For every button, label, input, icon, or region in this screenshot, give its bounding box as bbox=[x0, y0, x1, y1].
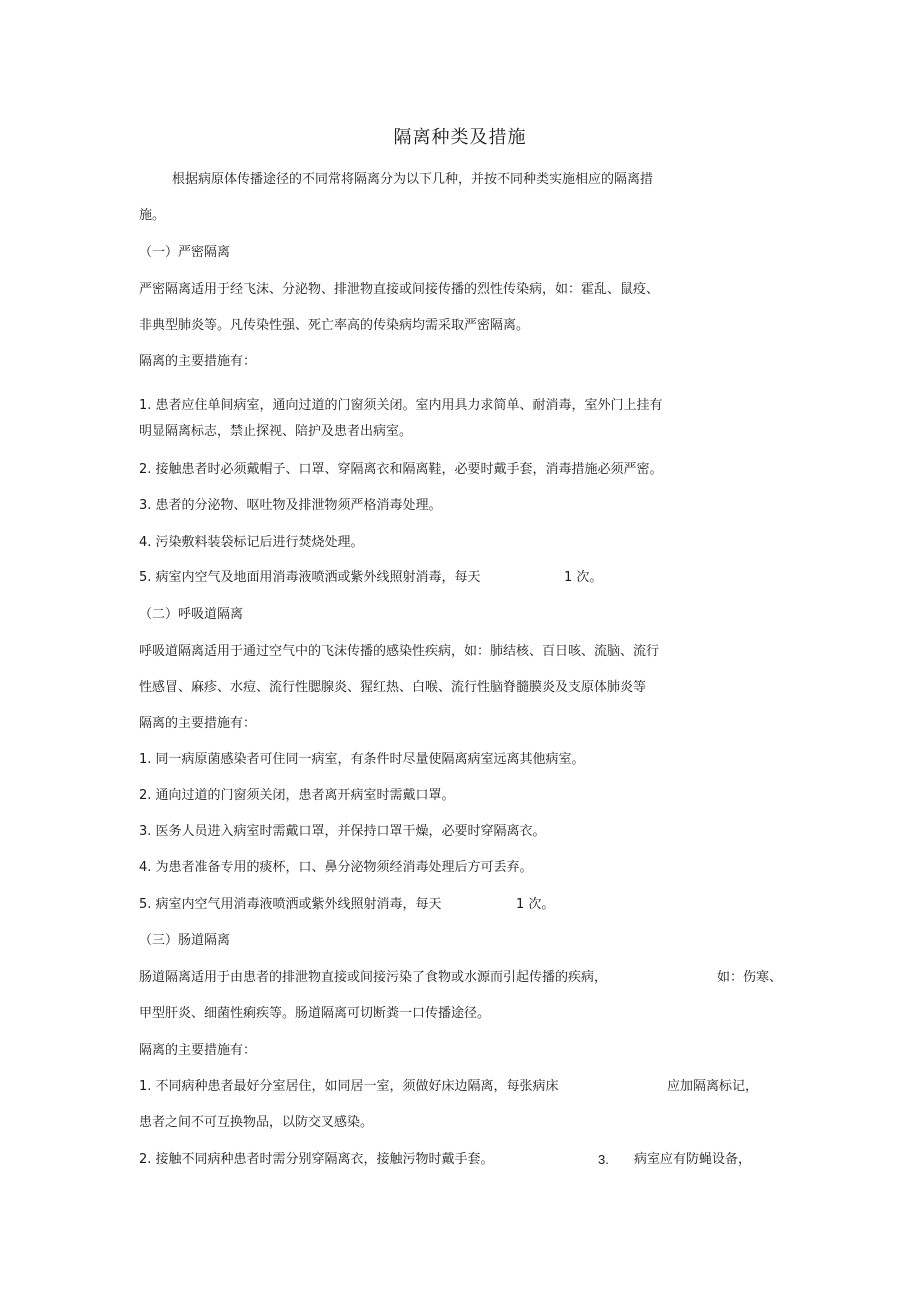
page-title: 隔离种类及措施 bbox=[393, 127, 527, 148]
intestinal-item-3: 病室应有防蝇设备， bbox=[634, 1152, 752, 1167]
section-heading-intestinal: （三）肠道隔离 bbox=[139, 933, 231, 948]
intestinal-item-3-number: 3. bbox=[598, 1152, 609, 1167]
section-heading-respiratory: （二）呼吸道隔离 bbox=[139, 607, 244, 622]
respiratory-item-1: 1. 同一病原菌感染者可住同一病室，有条件时尽量使隔离病室远离其他病室。 bbox=[139, 752, 585, 767]
intro-line-1: 根据病原体传播途径的不同常将隔离分为以下几种，并按不同种类实施相应的隔离措 bbox=[172, 172, 654, 187]
respiratory-item-3: 3. 医务人员进入病室时需戴口罩，并保持口罩干燥，必要时穿隔离衣。 bbox=[139, 824, 546, 839]
respiratory-desc-line-1: 呼吸道隔离适用于通过空气中的飞沫传播的感染性疾病，如：肺结核、百日咳、流脑、流行 bbox=[139, 644, 660, 659]
strict-item-3: 3. 患者的分泌物、呕吐物及排泄物须严格消毒处理。 bbox=[139, 498, 442, 513]
respiratory-item-4: 4. 为患者准备专用的痰杯，口、鼻分泌物须经消毒处理后方可丢弃。 bbox=[139, 860, 533, 875]
intestinal-measures-label: 隔离的主要措施有： bbox=[139, 1043, 257, 1058]
respiratory-item-5-frequency: 1 次。 bbox=[516, 897, 555, 912]
strict-desc-line-1: 严密隔离适用于经飞沫、分泌物、排泄物直接或间接传播的烈性传染病，如：霍乱、鼠疫、 bbox=[139, 282, 660, 297]
intestinal-item-2: 2. 接触不同病种患者时需分别穿隔离衣，接触污物时戴手套。 bbox=[139, 1152, 494, 1167]
strict-item-4: 4. 污染敷料装袋标记后进行焚烧处理。 bbox=[139, 535, 364, 550]
strict-measures-label: 隔离的主要措施有： bbox=[139, 354, 257, 369]
strict-item-5-frequency: 1 次。 bbox=[564, 570, 603, 585]
respiratory-item-5: 5. 病室内空气用消毒液喷洒或紫外线照射消毒，每天 bbox=[139, 897, 442, 912]
strict-item-1-line-1: 1. 患者应住单间病室，通向过道的门窗须关闭。室内用具力求简单、耐消毒，室外门上挂有 bbox=[139, 398, 663, 413]
intestinal-item-1-line-1-tail: 应加隔离标记， bbox=[667, 1079, 759, 1094]
intestinal-desc-line-1: 肠道隔离适用于由患者的排泄物直接或间接污染了食物或水源而引起传播的疾病， bbox=[139, 970, 608, 985]
intestinal-item-1-line-2: 患者之间不可互换物品，以防交叉感染。 bbox=[139, 1115, 374, 1130]
strict-item-5: 5. 病室内空气及地面用消毒液喷洒或紫外线照射消毒，每天 bbox=[139, 570, 481, 585]
respiratory-desc-line-2: 性感冒、麻疹、水痘、流行性腮腺炎、猩红热、白喉、流行性脑脊髓膜炎及支原体肺炎等 bbox=[139, 680, 647, 695]
intro-line-2: 施。 bbox=[139, 208, 166, 223]
strict-item-1-line-2: 明显隔离标志，禁止探视、陪护及患者出病室。 bbox=[139, 424, 413, 439]
intestinal-desc-line-2: 甲型肝炎、细菌性痢疾等。肠道隔离可切断粪一口传播途径。 bbox=[139, 1006, 491, 1021]
strict-desc-line-2: 非典型肺炎等。凡传染性强、死亡率高的传染病均需采取严密隔离。 bbox=[139, 318, 530, 333]
intestinal-item-1-line-1: 1. 不同病种患者最好分室居住，如同居一室，须做好床边隔离，每张病床 bbox=[139, 1079, 559, 1094]
respiratory-measures-label: 隔离的主要措施有： bbox=[139, 716, 257, 731]
intestinal-desc-line-1-tail: 如：伤寒、 bbox=[717, 970, 783, 985]
section-heading-strict: （一）严密隔离 bbox=[139, 245, 231, 260]
respiratory-item-2: 2. 通向过道的门窗须关闭，患者离开病室时需戴口罩。 bbox=[139, 788, 455, 803]
strict-item-2: 2. 接触患者时必须戴帽子、口罩、穿隔离衣和隔离鞋，必要时戴手套，消毒措施必须严密。 bbox=[139, 462, 663, 477]
